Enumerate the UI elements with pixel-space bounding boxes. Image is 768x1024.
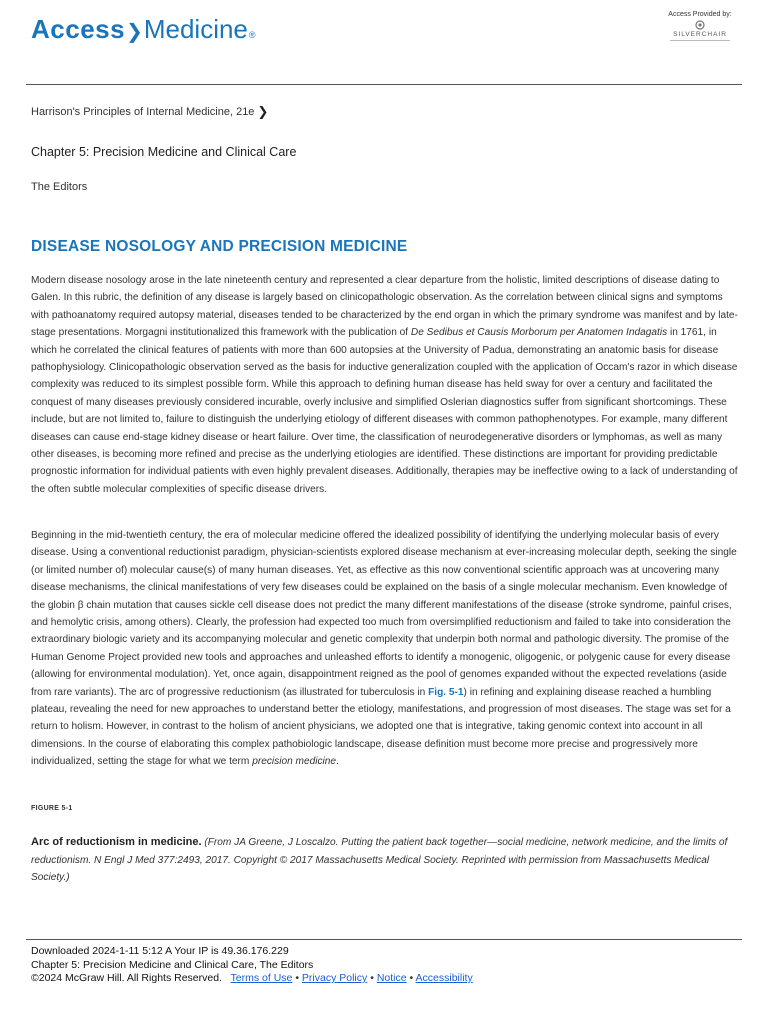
silverchair-logo-icon [695,20,705,30]
footer-citation: Chapter 5: Precision Medicine and Clinical Care, The Editors [31,958,314,971]
chapter-authors: The Editors [31,181,88,193]
provider-divider [670,40,730,41]
logo-access-text: Access [31,14,126,44]
copyright-text: ©2024 McGraw Hill. All Rights Reserved. [31,972,222,984]
paragraph-1-text-b: in 1761, in which he correlated the clinical features of patients with more than 600 autopsies at the University of Padua, demonstrating an anatomic basis for disease pathophysiology. Clinicopathologic observation served as the basis for inductive generalization coupled with the application of Occam's razor in which disease complexity was reduced to its simplest possible form. While this approach to defining human disease has held sway for over a century and facilitated the conquest of many diseases previously considered incurable, overly inclusive and simplified Oslerian diagnostics suffer from significant shortcomings. These include, but are not limited to, failure to distinguish the underlying etiology of different diseases with common pathophenotypes. For example, many different diseases can cause end-stage kidney disease or heart failure. Over time, the classification of neurodegenerative disorders or lymphomas, as well as many other diseases, is becoming more refined and precise as the underlying etiologies are identified. These distinctions are important for providing predictable prognostic information for individual patients with even highly prevalent diseases. Additionally, therapies may be ineffective owing to a lack of understanding of the often subtle molecular complexities of specific disease drivers. [31,327,738,495]
logo-arrow-icon: ❯ [126,21,143,43]
separator-dot: • [370,972,374,984]
figure-5-1-link[interactable]: Fig. 5-1 [428,686,464,698]
separator-dot: • [409,972,414,984]
chevron-right-icon: ❯ [257,104,269,119]
access-medicine-logo[interactable] [31,14,256,45]
breadcrumb-book-title[interactable]: Harrison's Principles of Internal Medicine, 21e [31,106,255,118]
footer-divider [26,939,742,940]
section-heading: DISEASE NOSOLOGY AND PRECISION MEDICINE [31,238,408,255]
paragraph-2-italic-term: precision medicine [252,756,337,768]
paragraph-2-text-a: Beginning in the mid-twentieth century, the era of molecular medicine offered the idealized possibility of identifying the underlying molecular basis of every disease. Using a conventional reductionist paradigm, physician-scientists explored disease mechanism at ever-increasing molecular depth, seeking the single (or limited number of) molecular cause(s) of many human diseases. Yet, as effective as this now conventional scientific approach was at uncovering many disease mechanisms, the clinical manifestations of very few diseases could be explained on the basis of a single molecular mechanism. Even knowledge of the globin β chain mutation that causes sickle cell disease does not predict the many different manifestations of the disease (stroke syndrome, painful crises, and hemolytic crisis, among others). Clearly, the profession had expected too much from oversimplified reductionism and failed to take into consideration the extraordinary biologic variety and its accompanying molecular and genetic complexity that underpin both normal and pathologic diversity. The promise of the Human Genome Project provided new tools and approaches and unleashed efforts to identify a monogenic, oligogenic, or polygenic cause for every disease (allowing for environmental modulation). Yet, once again, disappointment reigned as the pool of genomes expanded without the expected revelations (aside from rare variants). The arc of progressive reductionism (as illustrated for tuberculosis in [31,530,737,698]
separator-dot: • [295,972,299,984]
logo-registered-mark: ® [248,30,256,40]
accessibility-link[interactable]: Accessibility [415,972,473,984]
paragraph-1-italic-title: De Sedibus et Causis Morborum per Anatomen Indagatis [410,327,668,339]
provider-name: SILVERCHAIR [673,31,727,38]
figure-caption [31,834,738,887]
paragraph-2-text-c: . [336,756,339,768]
paragraph-2-text-b: ) in refining and explaining disease reached a humbling plateau, revealing the need for new approaches to understand better the etiology, manifestations, and progression of most diseases. The stage was set for a return to holism. However, in contrast to the holism of ancient physicians, we adopted one that is integrative, taking genomic context into account in all dimensions. In the course of elaborating this complex pathobiologic landscape, disease definition must become more precise and progressively more individualized, setting the stage for what we term [31,686,731,768]
paragraph-1-text-a: Modern disease nosology arose in the late nineteenth century and represented a clear departure from the holistic, limited descriptions of disease dating to Galen. In this rubric, the definition of any disease is largely based on clinicopathologic observation. As the correlation between clinical signs and symptoms with pathoanatomy required autopsy material, diseases tended to be characterized by the end organ in which the primary syndrome was manifest and by late-stage presentations. Morgagni institutionalized this framework with the publication of [31,275,738,339]
figure-label: FIGURE 5-1 [31,805,73,812]
access-provided-by [660,11,740,41]
access-provided-label: Access Provided by: [668,11,732,18]
page-footer [31,945,473,986]
header-divider [26,84,742,85]
breadcrumb[interactable] [31,104,268,120]
body-paragraph-2 [31,527,738,771]
privacy-policy-link[interactable]: Privacy Policy [301,972,368,984]
logo-medicine-text: Medicine [143,14,248,44]
notice-link[interactable]: Notice [376,972,407,984]
chapter-title: Chapter 5: Precision Medicine and Clinical Care [31,145,297,159]
footer-legal-row [31,972,473,986]
download-info: Downloaded 2024-1-11 5:12 A Your IP is 49.36.176.229 [31,945,289,957]
terms-of-use-link[interactable]: Terms of Use [230,972,293,984]
figure-caption-title: Arc of reductionism in medicine. [31,836,202,848]
body-paragraph-1 [31,272,738,498]
figure-caption-body: (From JA Greene, J Loscalzo. Putting the patient back together—social medicine, network medicine, and the limits of reductionism. N Engl J Med 377:2493, 2017. Copyright © 2017 Massachusetts Medical Society. Reprinted with permission from Massachusetts Medical Society.) [31,837,728,883]
